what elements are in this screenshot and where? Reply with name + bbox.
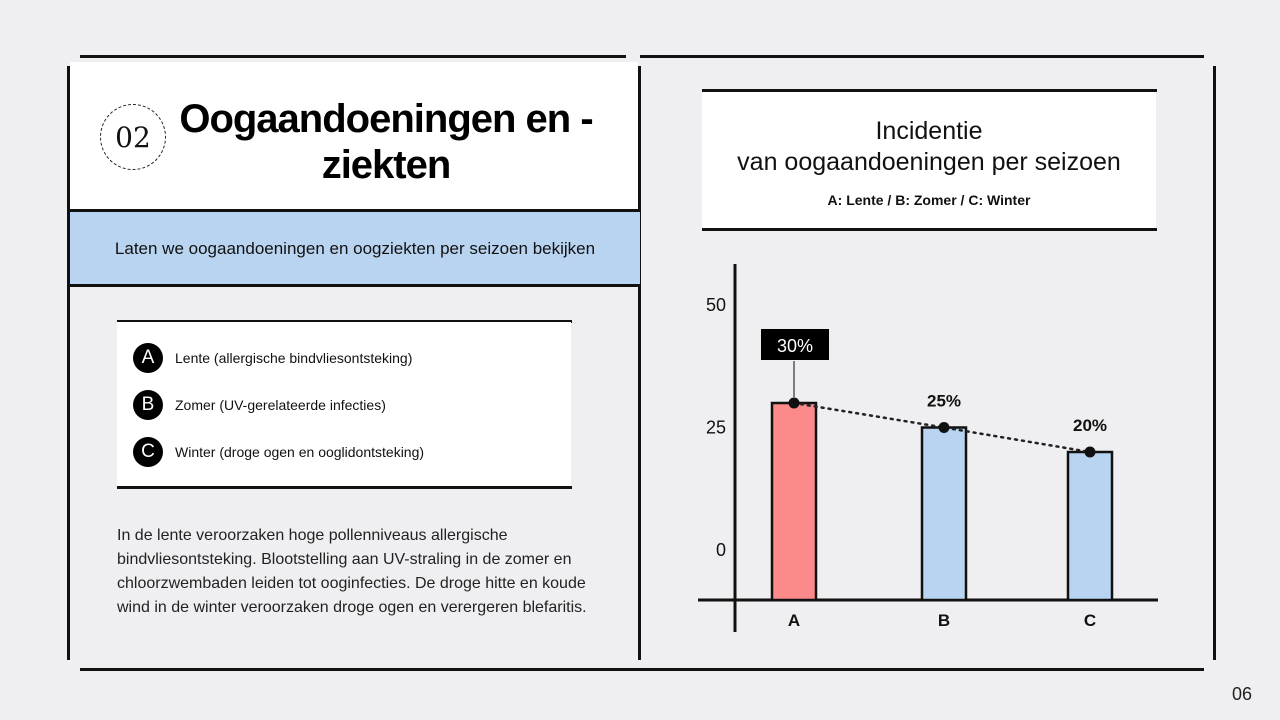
- bar-A: [772, 403, 816, 600]
- frame-middle: [638, 66, 641, 660]
- x-tick-label-B: B: [937, 611, 951, 630]
- chart-title: Incidentie van oogaandoeningen per seizoen: [737, 117, 1121, 176]
- data-label-B: 25%: [926, 391, 962, 411]
- chart-subtitle: A: Lente / B: Zomer / C: Winter: [827, 192, 1031, 208]
- frame-top-right: [640, 55, 1204, 58]
- legend-item-b: [133, 390, 386, 420]
- frame-top-left: [80, 55, 626, 58]
- legend-text-b: Zomer (UV-gerelateerde infecties): [175, 397, 386, 413]
- subtitle-band: [70, 212, 640, 286]
- data-point-A: [789, 398, 800, 409]
- y-tick-label-0: 0: [715, 540, 726, 560]
- section-number: 02: [100, 104, 166, 170]
- data-point-B: [939, 422, 950, 433]
- frame-bottom: [80, 668, 1204, 671]
- legend-bottom-rule: [117, 486, 572, 489]
- bar-B: [922, 428, 966, 601]
- frame-right: [1213, 66, 1216, 660]
- bar-C: [1068, 452, 1112, 600]
- page-number: 06: [1232, 684, 1253, 704]
- chart-head-bottom-rule: [702, 228, 1157, 231]
- legend-item-c: [133, 437, 424, 467]
- data-label-A: 30%: [776, 336, 814, 356]
- legend-letter-b: B: [133, 390, 163, 420]
- legend-item-a: [133, 343, 412, 373]
- legend-text-a: Lente (allergische bindvliesontsteking): [175, 350, 413, 366]
- y-tick-label-25: 25: [705, 417, 726, 438]
- data-point-C: [1085, 447, 1096, 458]
- chart-header: [702, 92, 1156, 228]
- bar-chart: [690, 250, 1170, 640]
- subtitle-rule: [70, 284, 640, 287]
- subtitle-text: Laten we oogaandoeningen en oogziekten per seizoen bekijken: [114, 239, 596, 258]
- data-label-C: 20%: [1072, 416, 1108, 435]
- legend-letter-a: A: [133, 343, 163, 373]
- page-title: Oogaandoeningen en -ziekten: [179, 97, 593, 187]
- x-tick-label-A: A: [787, 611, 801, 630]
- y-tick-label-50: 50: [705, 295, 726, 315]
- x-tick-label-C: C: [1083, 611, 1097, 630]
- legend-letter-c: C: [133, 437, 163, 467]
- description-paragraph: In de lente veroorzaken hoge pollenniveaus allergische bindvliesontsteking. Blootstelling aan UV-straling in de zomer en chloorzwembaden leiden tot ooginfecties. De droge hitte en koude wind in de winter veroorzaken droge ogen en verergeren blefaritis.: [117, 527, 587, 616]
- legend-box: [117, 322, 571, 488]
- legend-text-c: Winter (droge ogen en ooglidontsteking): [175, 444, 425, 460]
